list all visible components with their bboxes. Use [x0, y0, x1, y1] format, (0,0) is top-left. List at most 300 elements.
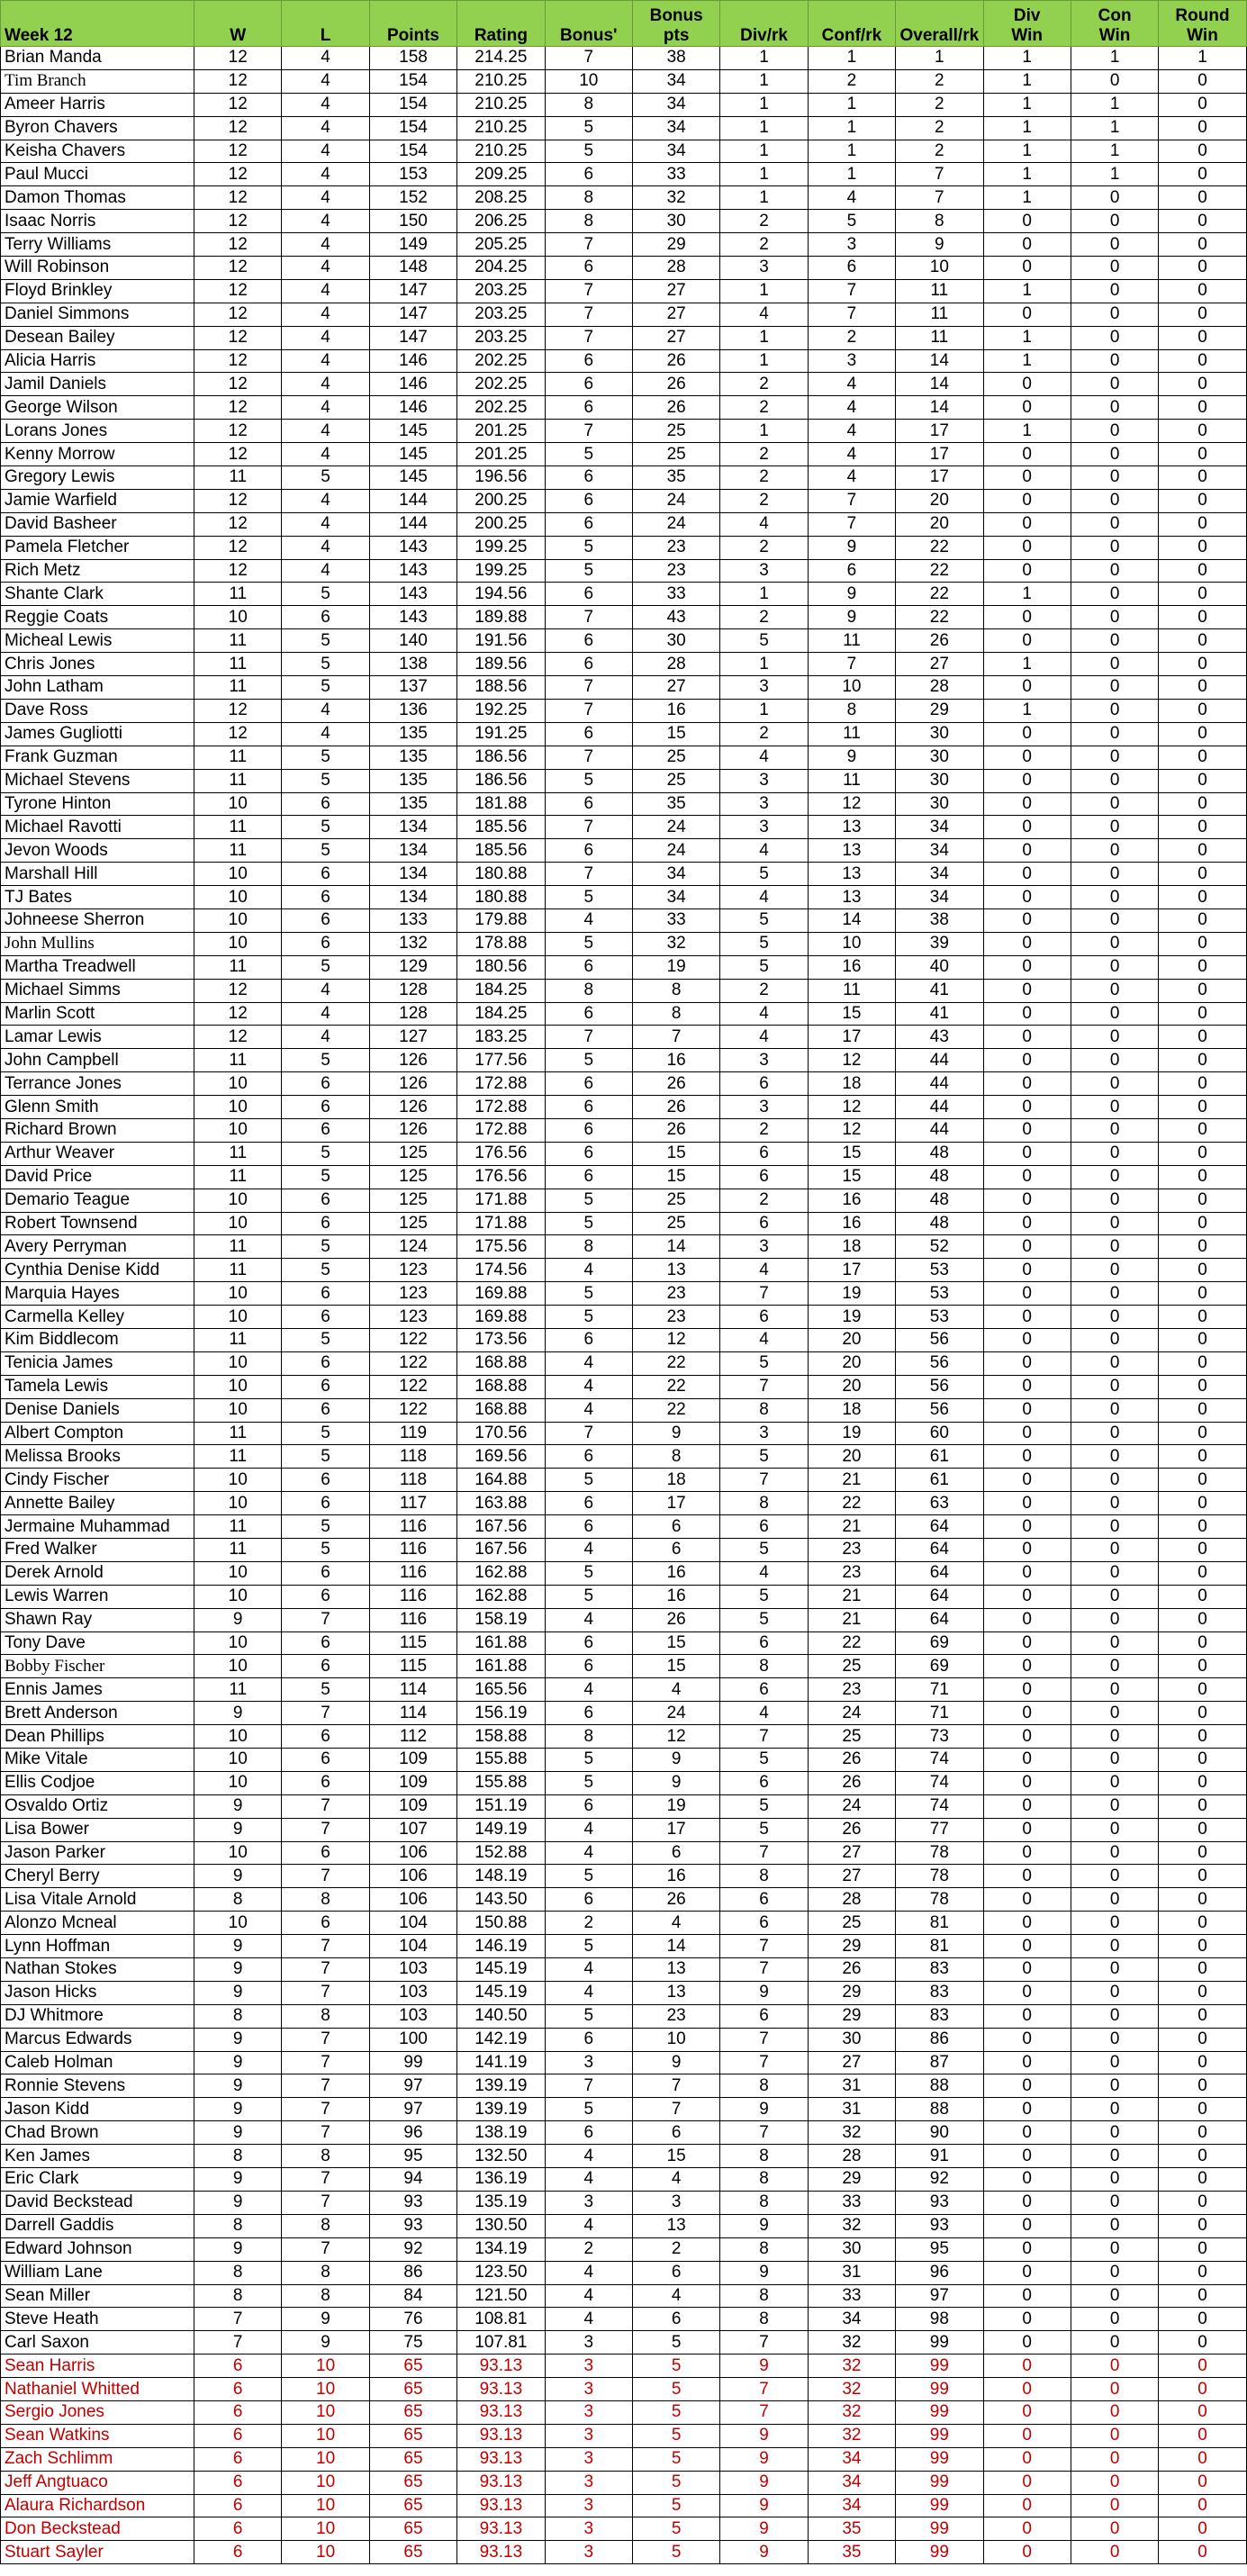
div-win-cell: 0	[983, 1026, 1071, 1049]
wins-cell: 10	[194, 1469, 282, 1492]
conf-rank-cell: 10	[808, 932, 895, 955]
overall-rank-cell: 99	[896, 2471, 983, 2494]
losses-cell: 8	[282, 2261, 369, 2284]
losses-cell: 4	[282, 186, 369, 210]
rating-cell: 136.19	[457, 2168, 545, 2192]
div-win-cell: 0	[983, 955, 1071, 979]
table-row	[1, 279, 1247, 303]
div-win-cell: 0	[983, 863, 1071, 886]
round-win-cell: 0	[1159, 1445, 1246, 1469]
points-cell: 65	[369, 2471, 456, 2494]
overall-rank-cell: 30	[896, 769, 983, 792]
bonus-pts-cell: 25	[632, 1212, 719, 1235]
table-row	[1, 1445, 1247, 1469]
bonus-pts-cell: 8	[632, 979, 719, 1002]
round-win-cell: 0	[1159, 1212, 1246, 1235]
player-name-cell: Don Beckstead	[1, 2517, 194, 2541]
rating-cell: 184.25	[457, 1002, 545, 1026]
conf-rank-cell: 28	[808, 1888, 895, 1912]
con-win-cell: 0	[1071, 1935, 1158, 1958]
conf-rank-cell: 33	[808, 2284, 895, 2308]
round-win-cell: 0	[1159, 93, 1246, 116]
bonus-cell: 6	[545, 2121, 632, 2145]
bonus-pts-cell: 24	[632, 816, 719, 839]
rating-cell: 155.88	[457, 1771, 545, 1794]
conf-rank-cell: 2	[808, 326, 895, 349]
div-win-cell: 0	[983, 722, 1071, 746]
bonus-pts-cell: 4	[632, 2284, 719, 2308]
losses-cell: 7	[282, 1958, 369, 1982]
conf-rank-cell: 35	[808, 2517, 895, 2541]
table-row	[1, 1306, 1247, 1329]
wins-cell: 12	[194, 699, 282, 722]
overall-rank-cell: 95	[896, 2237, 983, 2261]
con-win-cell: 0	[1071, 1072, 1158, 1096]
losses-cell: 6	[282, 1469, 369, 1492]
table-row	[1, 2517, 1247, 2541]
div-rank-cell: 5	[720, 629, 808, 653]
wins-cell: 12	[194, 140, 282, 163]
con-win-cell: 0	[1071, 1306, 1158, 1329]
conf-rank-cell: 7	[808, 279, 895, 303]
conf-rank-cell: 1	[808, 140, 895, 163]
div-rank-cell: 9	[720, 2447, 808, 2471]
div-win-cell: 0	[983, 2051, 1071, 2074]
rating-cell: 167.56	[457, 1539, 545, 1562]
div-win-cell: 0	[983, 1189, 1071, 1212]
table-row	[1, 1981, 1247, 2004]
conf-rank-cell: 25	[808, 1655, 895, 1678]
points-cell: 135	[369, 746, 456, 769]
losses-cell: 4	[282, 303, 369, 326]
div-rank-cell: 7	[720, 2121, 808, 2145]
con-win-cell: 0	[1071, 536, 1158, 559]
conf-rank-cell: 30	[808, 2237, 895, 2261]
rating-cell: 167.56	[457, 1515, 545, 1539]
wins-cell: 12	[194, 210, 282, 233]
player-name-cell: Desean Bailey	[1, 326, 194, 349]
bonus-pts-cell: 32	[632, 932, 719, 955]
rating-cell: 209.25	[457, 163, 545, 186]
bonus-pts-cell: 28	[632, 257, 719, 280]
overall-rank-cell: 41	[896, 1002, 983, 1026]
div-rank-cell: 1	[720, 69, 808, 93]
table-row	[1, 979, 1247, 1002]
con-win-cell: 0	[1071, 2400, 1158, 2424]
con-win-cell: 0	[1071, 1888, 1158, 1912]
bonus-pts-cell: 19	[632, 1794, 719, 1818]
rating-cell: 201.25	[457, 443, 545, 466]
overall-rank-cell: 56	[896, 1398, 983, 1422]
div-rank-cell: 6	[720, 1165, 808, 1189]
rating-cell: 141.19	[457, 2051, 545, 2074]
points-header: Points	[369, 1, 456, 47]
con-win-cell: 0	[1071, 1912, 1158, 1935]
conf-rank-cell: 11	[808, 629, 895, 653]
bonus-pts-cell: 34	[632, 69, 719, 93]
player-name-cell: Byron Chavers	[1, 116, 194, 140]
overall-rank-cell: 69	[896, 1655, 983, 1678]
rating-cell: 139.19	[457, 2074, 545, 2098]
points-cell: 122	[369, 1328, 456, 1351]
bonus-cell: 4	[545, 1398, 632, 1422]
losses-cell: 10	[282, 2424, 369, 2447]
bonus-cell: 5	[545, 769, 632, 792]
conf-rank-cell: 20	[808, 1328, 895, 1351]
con-win-cell: 0	[1071, 396, 1158, 420]
conf-rank-cell: 11	[808, 769, 895, 792]
con-win-cell: 0	[1071, 2168, 1158, 2192]
wins-cell: 11	[194, 676, 282, 700]
rating-cell: 139.19	[457, 2098, 545, 2121]
player-name-cell: Chad Brown	[1, 2121, 194, 2145]
player-name-cell: Frank Guzman	[1, 746, 194, 769]
div-win-cell: 0	[983, 2494, 1071, 2517]
table-row	[1, 1678, 1247, 1702]
points-cell: 145	[369, 443, 456, 466]
rating-cell: 203.25	[457, 326, 545, 349]
conf-rank-cell: 23	[808, 1539, 895, 1562]
con-win-cell: 0	[1071, 257, 1158, 280]
points-cell: 126	[369, 1072, 456, 1096]
overall-rank-cell: 90	[896, 2121, 983, 2145]
losses-cell: 9	[282, 2331, 369, 2355]
overall-rank-cell: 64	[896, 1608, 983, 1631]
overall-rank-cell: 92	[896, 2168, 983, 2192]
losses-cell: 4	[282, 559, 369, 583]
bonus-cell: 8	[545, 210, 632, 233]
overall-rank-cell: 7	[896, 163, 983, 186]
round-win-cell: 0	[1159, 676, 1246, 700]
bonus-cell: 6	[545, 512, 632, 536]
player-name-cell: John Latham	[1, 676, 194, 700]
rating-cell: 202.25	[457, 373, 545, 396]
conf-rank-cell: 12	[808, 1118, 895, 1142]
wins-cell: 11	[194, 1259, 282, 1282]
div-win-cell: 0	[983, 1608, 1071, 1631]
bonus-cell: 4	[545, 2168, 632, 2192]
div-win-cell: 0	[983, 373, 1071, 396]
div-rank-cell: 9	[720, 2541, 808, 2564]
div-win-cell: 0	[983, 1585, 1071, 1608]
conf-rank-cell: 4	[808, 420, 895, 443]
round-win-cell: 0	[1159, 233, 1246, 257]
con-win-cell: 0	[1071, 1235, 1158, 1259]
losses-cell: 5	[282, 1142, 369, 1165]
player-name-cell: Lewis Warren	[1, 1585, 194, 1608]
bonus-pts-cell: 8	[632, 1002, 719, 1026]
player-name-cell: Lisa Vitale Arnold	[1, 1888, 194, 1912]
points-cell: 129	[369, 955, 456, 979]
con-win-cell: 1	[1071, 140, 1158, 163]
rating-cell: 164.88	[457, 1469, 545, 1492]
overall-rank-cell: 22	[896, 583, 983, 606]
div-rank-cell: 7	[720, 2378, 808, 2401]
div-win-cell: 0	[983, 908, 1071, 932]
round-win-cell: 0	[1159, 2447, 1246, 2471]
table-row	[1, 839, 1247, 863]
div-win-cell: 0	[983, 2284, 1071, 2308]
wins-header: W	[194, 1, 282, 47]
points-cell: 147	[369, 326, 456, 349]
bonus-pts-header: Bonus pts	[632, 1, 719, 47]
round-win-cell: 0	[1159, 792, 1246, 816]
conf-rank-cell: 9	[808, 746, 895, 769]
con-win-cell: 0	[1071, 1351, 1158, 1375]
bonus-cell: 6	[545, 722, 632, 746]
table-row	[1, 2121, 1247, 2145]
points-cell: 65	[369, 2541, 456, 2564]
bonus-pts-cell: 23	[632, 559, 719, 583]
losses-cell: 6	[282, 1189, 369, 1212]
overall-rank-cell: 78	[896, 1888, 983, 1912]
bonus-pts-cell: 28	[632, 653, 719, 676]
con-win-cell: 0	[1071, 2517, 1158, 2541]
table-row	[1, 116, 1247, 140]
bonus-cell: 3	[545, 2471, 632, 2494]
bonus-cell: 6	[545, 466, 632, 490]
rating-cell: 191.25	[457, 722, 545, 746]
round-win-cell: 0	[1159, 2214, 1246, 2237]
table-row	[1, 1398, 1247, 1422]
div-rank-cell: 1	[720, 140, 808, 163]
round-win-cell: 0	[1159, 606, 1246, 629]
conf-rank-cell: 4	[808, 466, 895, 490]
round-win-cell: 0	[1159, 140, 1246, 163]
round-win-cell: 0	[1159, 396, 1246, 420]
bonus-cell: 5	[545, 1935, 632, 1958]
wins-cell: 12	[194, 163, 282, 186]
con-win-cell: 0	[1071, 932, 1158, 955]
bonus-cell: 7	[545, 326, 632, 349]
wins-cell: 12	[194, 489, 282, 512]
table-row	[1, 210, 1247, 233]
con-win-cell: 0	[1071, 1282, 1158, 1306]
div-rank-cell: 3	[720, 676, 808, 700]
div-win-cell: 0	[983, 2098, 1071, 2121]
player-name-cell: Jason Hicks	[1, 1981, 194, 2004]
div-rank-cell: 7	[720, 1958, 808, 1982]
bonus-pts-cell: 15	[632, 722, 719, 746]
losses-cell: 7	[282, 1794, 369, 1818]
table-row	[1, 1165, 1247, 1189]
points-cell: 65	[369, 2378, 456, 2401]
points-cell: 104	[369, 1912, 456, 1935]
player-name-cell: Darrell Gaddis	[1, 2214, 194, 2237]
points-cell: 95	[369, 2145, 456, 2168]
overall-rank-cell: 14	[896, 396, 983, 420]
rating-cell: 93.13	[457, 2400, 545, 2424]
bonus-cell: 5	[545, 1049, 632, 1072]
bonus-pts-cell: 25	[632, 1189, 719, 1212]
div-win-cell: 0	[983, 1865, 1071, 1888]
rating-cell: 196.56	[457, 466, 545, 490]
con-win-cell: 0	[1071, 1189, 1158, 1212]
bonus-cell: 6	[545, 163, 632, 186]
player-name-cell: Denise Daniels	[1, 1398, 194, 1422]
bonus-pts-cell: 5	[632, 2517, 719, 2541]
player-name-cell: George Wilson	[1, 396, 194, 420]
round-win-cell: 0	[1159, 2145, 1246, 2168]
con-win-cell: 0	[1071, 629, 1158, 653]
player-name-cell: Cynthia Denise Kidd	[1, 1259, 194, 1282]
overall-rank-cell: 99	[896, 2541, 983, 2564]
overall-rank-cell: 83	[896, 2004, 983, 2028]
losses-cell: 5	[282, 1235, 369, 1259]
div-win-cell: 0	[983, 1142, 1071, 1165]
losses-cell: 6	[282, 1375, 369, 1398]
div-rank-cell: 1	[720, 326, 808, 349]
div-rank-header: Div/rk	[720, 1, 808, 47]
points-cell: 75	[369, 2331, 456, 2355]
overall-rank-cell: 29	[896, 699, 983, 722]
overall-rank-cell: 40	[896, 955, 983, 979]
losses-cell: 10	[282, 2494, 369, 2517]
overall-rank-cell: 97	[896, 2284, 983, 2308]
rating-cell: 145.19	[457, 1958, 545, 1982]
overall-rank-cell: 28	[896, 676, 983, 700]
losses-cell: 6	[282, 1749, 369, 1772]
conf-rank-cell: 13	[808, 816, 895, 839]
player-name-cell: Micheal Lewis	[1, 629, 194, 653]
player-name-cell: Bobby Fischer	[1, 1655, 194, 1678]
losses-cell: 8	[282, 2284, 369, 2308]
points-cell: 103	[369, 1958, 456, 1982]
wins-cell: 10	[194, 1655, 282, 1678]
table-row	[1, 233, 1247, 257]
table-row	[1, 2378, 1247, 2401]
rating-cell: 210.25	[457, 116, 545, 140]
wins-cell: 12	[194, 47, 282, 70]
table-row	[1, 2424, 1247, 2447]
bonus-pts-cell: 6	[632, 2308, 719, 2331]
round-win-cell: 0	[1159, 2028, 1246, 2051]
bonus-pts-cell: 9	[632, 2051, 719, 2074]
table-row	[1, 886, 1247, 909]
player-name-cell: Gregory Lewis	[1, 466, 194, 490]
table-row	[1, 1096, 1247, 1119]
bonus-cell: 8	[545, 979, 632, 1002]
wins-cell: 12	[194, 722, 282, 746]
con-win-cell: 0	[1071, 1492, 1158, 1515]
bonus-cell: 5	[545, 1749, 632, 1772]
points-cell: 122	[369, 1351, 456, 1375]
con-win-cell: 0	[1071, 69, 1158, 93]
bonus-cell: 6	[545, 1888, 632, 1912]
div-rank-cell: 5	[720, 1608, 808, 1631]
div-rank-cell: 8	[720, 2074, 808, 2098]
points-cell: 65	[369, 2424, 456, 2447]
bonus-cell: 5	[545, 1469, 632, 1492]
player-name-cell: Jevon Woods	[1, 839, 194, 863]
con-win-cell: 0	[1071, 303, 1158, 326]
con-win-cell: 0	[1071, 1096, 1158, 1119]
div-win-cell: 0	[983, 2028, 1071, 2051]
div-rank-cell: 1	[720, 699, 808, 722]
player-name-cell: David Basheer	[1, 512, 194, 536]
conf-rank-cell: 30	[808, 2028, 895, 2051]
div-win-cell: 0	[983, 2424, 1071, 2447]
wins-cell: 10	[194, 1585, 282, 1608]
rating-cell: 162.88	[457, 1561, 545, 1585]
div-win-cell: 0	[983, 1888, 1071, 1912]
div-rank-cell: 9	[720, 1981, 808, 2004]
div-win-cell: 0	[983, 1841, 1071, 1865]
rating-cell: 173.56	[457, 1328, 545, 1351]
bonus-pts-cell: 33	[632, 908, 719, 932]
bonus-pts-cell: 15	[632, 1631, 719, 1655]
table-row	[1, 443, 1247, 466]
wins-cell: 10	[194, 1841, 282, 1865]
conf-rank-cell: 10	[808, 676, 895, 700]
div-win-cell: 0	[983, 1118, 1071, 1142]
bonus-cell: 4	[545, 2214, 632, 2237]
table-row	[1, 1189, 1247, 1212]
div-win-cell: 0	[983, 792, 1071, 816]
div-rank-cell: 2	[720, 233, 808, 257]
div-win-cell: 0	[983, 1492, 1071, 1515]
points-cell: 138	[369, 653, 456, 676]
round-win-cell: 0	[1159, 1958, 1246, 1982]
conf-rank-cell: 1	[808, 93, 895, 116]
div-win-cell: 0	[983, 629, 1071, 653]
losses-cell: 4	[282, 349, 369, 373]
wins-cell: 11	[194, 1142, 282, 1165]
rating-cell: 165.56	[457, 1678, 545, 1702]
player-name-cell: Jermaine Muhammad	[1, 1515, 194, 1539]
losses-cell: 4	[282, 536, 369, 559]
div-win-cell: 1	[983, 583, 1071, 606]
table-row	[1, 2098, 1247, 2121]
player-name-cell: Michael Simms	[1, 979, 194, 1002]
losses-cell: 6	[282, 1306, 369, 1329]
losses-cell: 7	[282, 2191, 369, 2214]
round-win-cell: 0	[1159, 420, 1246, 443]
conf-rank-cell: 7	[808, 512, 895, 536]
rating-cell: 161.88	[457, 1655, 545, 1678]
con-win-cell: 1	[1071, 47, 1158, 70]
points-cell: 76	[369, 2308, 456, 2331]
overall-rank-cell: 44	[896, 1096, 983, 1119]
overall-rank-cell: 77	[896, 1818, 983, 1841]
con-win-cell: 0	[1071, 1958, 1158, 1982]
div-rank-cell: 8	[720, 1655, 808, 1678]
round-win-cell: 0	[1159, 1375, 1246, 1398]
con-win-cell: 0	[1071, 583, 1158, 606]
bonus-cell: 3	[545, 2378, 632, 2401]
div-rank-cell: 2	[720, 1118, 808, 1142]
round-win-cell: 0	[1159, 1492, 1246, 1515]
table-row	[1, 2261, 1247, 2284]
bonus-cell: 8	[545, 1235, 632, 1259]
player-name-cell: Terrance Jones	[1, 1072, 194, 1096]
overall-rank-cell: 81	[896, 1912, 983, 1935]
round-win-cell: 0	[1159, 559, 1246, 583]
div-rank-cell: 2	[720, 979, 808, 1002]
conf-rank-cell: 21	[808, 1608, 895, 1631]
wins-cell: 10	[194, 1771, 282, 1794]
bonus-pts-cell: 29	[632, 233, 719, 257]
losses-cell: 4	[282, 420, 369, 443]
player-name-cell: Avery Perryman	[1, 1235, 194, 1259]
con-win-cell: 0	[1071, 489, 1158, 512]
con-win-cell: 0	[1071, 2028, 1158, 2051]
rating-cell: 143.50	[457, 1888, 545, 1912]
overall-rank-cell: 60	[896, 1422, 983, 1445]
points-cell: 126	[369, 1118, 456, 1142]
bonus-pts-cell: 24	[632, 489, 719, 512]
table-row	[1, 420, 1247, 443]
